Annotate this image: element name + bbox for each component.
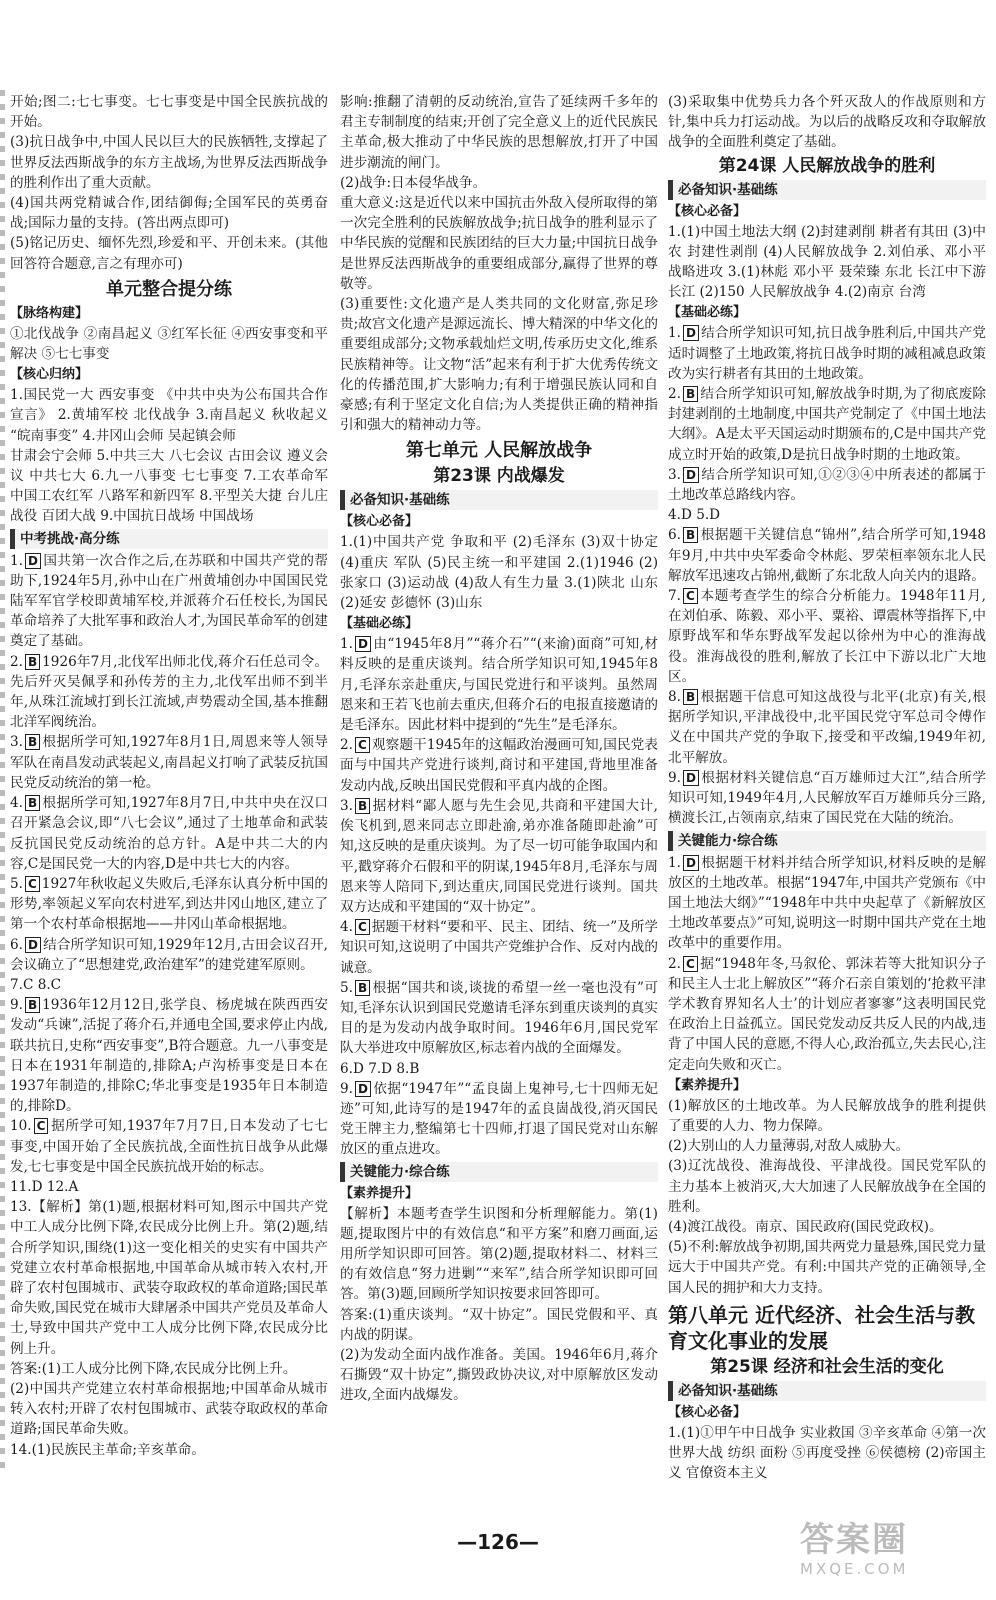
answer-explanation: 结合所学知识可知,1929年12月,古田会议召开,会议确立了“思想建党,政治建军”的建党建军原则。 — [10, 936, 328, 973]
section-bar: 关键能力·综合练 — [668, 831, 986, 851]
unit-heading: 第七单元 人民解放战争 — [405, 440, 593, 462]
answer-number: 3. — [668, 466, 681, 483]
section-tag: 【素养提升】 — [668, 1077, 747, 1093]
answer-choice: D — [683, 467, 699, 483]
answer-explanation: 根据“国共和谈,谈拢的希望一丝一毫也没有”可知,毛泽东认识到国民党邀请毛泽东到重庆谈判的真实目的是为发动内战争取时间。1946年6月,国民党军队大举进攻中原解放区,标志着内战的全面爆发。 — [340, 979, 658, 1057]
answer-number: 5. — [10, 875, 23, 892]
text-paragraph: (5)不利:解放战争初期,国共两党力量悬殊,国民党力量远大于中国共产党。有利:中国共产党的正确领导,全国人民的拥护和大力支持。 — [668, 1239, 986, 1296]
answer-number: 4. — [340, 919, 353, 936]
column-left — [10, 92, 328, 1460]
answer-explanation: 根据题干信息可知这战役与北平(北京)有关,根据所学知识,平津战役中,北平国民党守军总司令傅作义在中国共产党的争取下,接受和平改编,1949年初,北平解放。 — [668, 689, 986, 766]
answer-choice: B — [25, 654, 40, 670]
text-paragraph: (2)中国共产党建立农村革命根据地;中国革命从城市转入农村;开辟了农村包围城市、武装夺取政权的革命道路;国民革命失败。 — [10, 1380, 328, 1438]
answer-item — [10, 652, 328, 733]
answer-choice: D — [355, 1081, 371, 1097]
answer-explanation: 根据所学可知,1927年8月1日,周恩来等人领导军队在南昌发动武装起义,南昌起义打响了武装反抗国民党反动统治的第一枪。 — [10, 734, 328, 791]
section-bar: 关键能力·综合练 — [340, 1162, 658, 1182]
lesson-heading: 第25课 经济和社会生活的变化 — [710, 1356, 944, 1377]
answer-choice: D — [683, 855, 699, 871]
answer-explanation: 根据题干关键信息“锦州”,结合所学可知,1948年9月,中共中央军委命令林彪、罗荣桓率领东北人民解放军迅速攻占锦州,截断了东北敌人向关内的退路。 — [668, 527, 986, 584]
text-paragraph: 14.(1)民族民主革命;辛亥革命。 — [10, 1441, 205, 1458]
answer-number: 9. — [340, 1080, 353, 1097]
answer-number: 9. — [10, 997, 23, 1014]
answer-choice: B — [683, 527, 698, 543]
answer-number: 3. — [10, 734, 23, 751]
answer-explanation: 结合所学知识可知,①②③④中所表述的都属于土地改革总路线内容。 — [668, 466, 986, 504]
section-bar: 中考挑战·高分练 — [10, 529, 328, 549]
answer-explanation: 据材料“鄙人愿与先生会见,共商和平建国大计,俟飞机到,恩来同志立即赴渝,弟亦准备随即赴渝”可知,这反映的是重庆谈判。为了尽一切可能争取国内和平,戳穿蒋介石假和平的阴谋,1945年8月,毛泽东与周恩来等人陪同下,到达重庆,同国民党进行谈判。国共双方达成和平建国的“双十协定”。 — [340, 797, 658, 915]
section-bar: 必备知识·基础练 — [340, 490, 658, 510]
answer-choice: C — [355, 919, 370, 935]
text-paragraph: (1)解放区的土地改革。为人民解放战争的胜利提供了重要的人力、物力保障。 — [668, 1097, 986, 1134]
answer-item — [340, 735, 658, 796]
watermark-logo — [800, 1520, 980, 1592]
answer-choice: B — [25, 997, 40, 1013]
text-paragraph: 答案:(1)重庆谈判。“双十协定”。国民党假和平、真内战的阴谋。 — [340, 1306, 658, 1343]
column-right — [668, 92, 986, 1483]
answer-item — [668, 687, 986, 768]
answer-choice: B — [25, 795, 40, 811]
answer-item — [668, 323, 986, 384]
answer-item — [668, 384, 986, 465]
answer-number: 4. — [10, 795, 23, 812]
text-paragraph: (3)采取集中优势兵力各个歼灭敌人的作战原则和方针,集中兵力打运动战。为以后的战略反攻和夺取解放战争的全面胜利奠定了基础。 — [668, 94, 986, 151]
answer-choice: C — [34, 1118, 49, 1134]
answer-number: 8. — [668, 689, 681, 706]
text-paragraph: 11.D 12.A — [10, 1178, 79, 1195]
answer-number: 6. — [10, 936, 23, 953]
lesson-heading: 第24课 人民解放战争的胜利 — [718, 155, 936, 176]
section-tag: 【核心必备】 — [668, 203, 747, 219]
answer-item — [668, 586, 986, 687]
text-paragraph: (4)国共两党精诚合作,团结御侮;全国军民的英勇奋战;国际力量的支持。(答出两点即可) — [10, 195, 328, 232]
answer-explanation: 结合所学知识可知,抗日战争胜利后,中国共产党适时调整了土地政策,将抗日战争时期的减租减息政策改为实行耕者有其田的土地政策。 — [668, 325, 986, 382]
answer-explanation: 根据题干材料并结合所学知识,材料反映的是解放区的土地改革。根据“1947年,中国共产党颁布《中国土地法大纲》”“1948年中共中央起草了《新解放区土地改革要点》”可知,说明这一时期中国共产党在土地改革中的重要作用。 — [668, 854, 986, 952]
section-tag: 【脉络构建】 — [10, 305, 89, 321]
answer-item — [10, 995, 328, 1116]
text-paragraph: (2)大别山的人力量薄弱,对敌人威胁大。 — [668, 1138, 910, 1155]
answer-explanation: 1927年秋收起义失败后,毛泽东认真分析中国的形势,率领起义军向农村进军,到达井冈山地区,建立了第一个农村革命根据地——井冈山革命根据地。 — [10, 875, 328, 933]
answer-item — [10, 935, 328, 975]
text-paragraph: 【解析】本题考查学生识图和分析理解能力。第(1)题,提取图片中的有效信息“和平方案”和磨刀画面,运用所学知识即可回答。第(2)题,提取材料二、材料三的有效信息“努力进剿”“来军”,结合所学知识即可回答。第(3)题,回顾所学知识按要求回答即可。 — [340, 1205, 658, 1303]
answer-explanation: 根据所学可知,1927年8月7日,中共中央在汉口召开紧急会议,即“八七会议”,通过了土地革命和武装反抗国民党反动统治的总方针。A是中共二大的内容,C是国民党一大的内容,D是中共七大的内容。 — [10, 795, 328, 872]
text-paragraph: 6.D 7.D 8.B — [340, 1060, 420, 1077]
answer-explanation: 依据“1947年”“孟良崮上鬼神号,七十四师无妃迹”可知,此诗写的是1947年的孟良崮战役,消灭国民党王牌主力,整编第七十四师,打退了国民党对山东解放区的重点进攻。 — [340, 1080, 658, 1158]
answer-number: 5. — [340, 979, 353, 996]
text-paragraph: 1.国民党一大 西安事变 《中共中央为公布国共合作宣言》 2.黄埔军校 北伐战争 3.南昌起义 秋收起义 “皖南事变” 4.井冈山会师 吴起镇会师 — [10, 387, 328, 444]
answer-choice: C — [25, 876, 40, 892]
text-paragraph: 4.D 5.D — [668, 507, 721, 524]
page-number: —126— — [457, 1530, 539, 1554]
answer-explanation: 根据材料关键信息“百万雄师过大江”,结合所学知识可知,1949年4月,人民解放军百万雄师兵分三路,横渡长江,占领南京,结束了国民党在大陆的统治。 — [668, 769, 986, 827]
answer-choice: D — [683, 325, 699, 341]
answer-choice: D — [25, 937, 41, 953]
answer-choice: D — [25, 553, 41, 569]
answer-choice: C — [683, 588, 698, 604]
answer-number: 1. — [668, 854, 681, 871]
text-paragraph: 重大意义:这是近代以来中国抗击外敌入侵所取得的第一次完全胜利的民族解放战争;抗日战争的胜利显示了中华民族的觉醒和民族团结的巨大力量;中国抗日战争是世界反法西斯战争的重要组成部分,赢得了世界的尊敬等。 — [340, 195, 658, 292]
answer-explanation: 观察题干1945年的这幅政治漫画可知,国民党表面与中国共产党进行谈判,商讨和平建国,背地里准备发动内战,反映出国民党假和平真内战的企图。 — [340, 737, 658, 794]
answer-choice: B — [355, 980, 370, 996]
answer-choice: B — [25, 734, 40, 750]
answer-number: 1. — [10, 552, 23, 569]
answer-item — [340, 634, 658, 735]
answer-explanation: 1926年7月,北伐军出师北伐,蒋介石任总司令。先后歼灭吴佩孚和孙传芳的主力,北伐军出师不到半年,从珠江流域打到长江流域,声势震动全国,基本推翻北洋军阀统治。 — [10, 653, 328, 731]
answer-number: 6. — [668, 527, 681, 544]
answer-explanation: 据所学可知,1937年7月7日,日本发动了七七事变,中国开始了全民族抗战,全面性抗日战争从此爆发,七七事变是中国全民族抗战开始的标志。 — [10, 1118, 328, 1175]
text-paragraph: 7.C 8.C — [10, 976, 62, 993]
answer-item — [668, 465, 986, 505]
answer-choice: C — [355, 737, 370, 753]
text-paragraph: ①北伐战争 ②南昌起义 ③红军长征 ④西安事变和平解决 ⑤七七事变 — [10, 325, 328, 363]
answer-number: 3. — [340, 797, 353, 814]
unit-heading: 单元整合提分练 — [106, 278, 232, 300]
answer-item — [10, 793, 328, 874]
answer-number: 2. — [340, 737, 353, 754]
answer-explanation: 结合所学知识可知,解放战争时期,为了彻底废除封建剥削的土地制度,中国共产党制定了《中国土地法大纲》。A是太平天国运动时期颁布的,C是中国共产党成立时开始的政策,D是抗日战争时期的土地政策。 — [668, 386, 986, 463]
answer-number: 9. — [668, 769, 681, 786]
answer-item — [340, 917, 658, 978]
answer-choice: B — [683, 689, 698, 705]
text-paragraph: 1.(1)①甲午中日战争 实业救国 ③辛亥革命 ④第一次世界大战 纺织 面粉 ⑤再度受挫 ⑥侯德榜 (2)帝国主义 官僚资本主义 — [668, 1424, 986, 1482]
lesson-heading: 第23课 内战爆发 — [433, 466, 565, 487]
text-paragraph: 1.(1)中国共产党 争取和平 (2)毛泽东 (3)双十协定 (4)重庆 军队 (5)民主统一和平建国 2.(1)1946 (2)张家口 (3)运动战 (4)敌人有生力量 3.(1)陕北 山东 (2)延安 彭德怀 (3)山东 — [340, 534, 658, 612]
text-paragraph: (5)铭记历史、缅怀先烈,珍爱和平、开创未来。(其他回答符合题意,言之有理亦可) — [10, 235, 328, 272]
answer-choice: B — [683, 386, 698, 402]
section-bar: 必备知识·基础练 — [668, 180, 986, 200]
answer-item — [10, 874, 328, 935]
section-bar: 必备知识·基础练 — [668, 1381, 986, 1401]
answer-choice: D — [683, 770, 699, 786]
answer-number: 2. — [10, 653, 23, 670]
answer-number: 10. — [10, 1118, 32, 1135]
text-paragraph: 13.【解析】第(1)题,根据材料可知,图示中国共产党中工人成分比例下降,农民成分比例上升。第(2)题,结合所学知识,围绕(1)这一变化相关的史实有中国共产党建立农村革命根据地,中国革命从城市转入农村,开辟了农村包围城市、武装夺取政权的革命道路;国民革命失败,国民党在城市大肆屠杀中国共产党员及革命人士,导致中国共产党中工人成分比例下降,农民成分比例上升。 — [10, 1199, 328, 1357]
answer-number: 1. — [668, 325, 681, 342]
text-paragraph: 开始;图二:七七事变。七七事变是中国全民族抗战的开始。 — [10, 94, 328, 131]
text-paragraph: (3)辽沈战役、淮海战役、平津战役。国民党军队的主力基本上被消灭,大大加速了人民解放战争在全国的胜利。 — [668, 1158, 986, 1215]
answer-choice: C — [683, 956, 698, 972]
section-tag: 【素养提升】 — [340, 1185, 419, 1201]
text-paragraph: (2)战争:日本侵华战争。 — [340, 174, 487, 191]
answer-choice: B — [355, 798, 370, 814]
answer-item — [340, 1079, 658, 1160]
answer-item — [668, 853, 986, 954]
answer-explanation: 1936年12月12日,张学良、杨虎城在陕西西安发动“兵谏”,活捉了蒋介石,并通电全国,要求停止内战,联共抗日,史称“西安事变”,B符合题意。九一八事变是日本在1931年制造的,排除A;卢沟桥事变是日本在1937年制造的,排除C;华北事变是1935年日本制造的,排除D。 — [10, 997, 328, 1115]
answer-number: 2. — [668, 955, 681, 972]
answer-number: 2. — [668, 386, 681, 403]
answer-item — [668, 525, 986, 586]
text-paragraph: (3)重要性:文化遗产是人类共同的文化财富,弥足珍贵;故宫文化遗产是源远流长、博大精深的中华文化的重要组成部分;文物承载灿烂文明,传承历史文化,维系民族精神等。让文物“活”起来有利于扩大优秀传统文化的传播范围,扩大影响力;有利于增强民族认同和自豪感;有利于坚定文化自信;为人类提供正确的精神指引和强大的精神动力等。 — [340, 296, 658, 434]
answer-choice: D — [355, 636, 371, 652]
text-paragraph: 答案:(1)工人成分比例下降,农民成分比例上升。 — [10, 1360, 297, 1377]
text-paragraph: 甘肃会宁会师 5.中共三大 八七会议 古田会议 遵义会议 中共七大 6.九一八事变 七七事变 7.工农革命军 中国工农红军 八路军和新四军 8.平型关大捷 台儿庄战役 百团大战 9.中国抗日战场 中国战场 — [10, 447, 328, 525]
answer-explanation: 国共第一次合作之后,在苏联和中国共产党的帮助下,1924年5月,孙中山在广州黄埔创办中国国民党陆军军官学校即黄埔军校,并派蒋介石任校长,为国民革命培养了大批军事和政治人才,为国民革命军的创建奠定了基础。 — [10, 552, 328, 650]
answer-explanation: 据“1948年冬,马叙伦、郭沫若等大批知识分子和民主人士北上解放区”“蒋介石亲自策划的‘抢救平津学术教育界知名人士’的计划应者寥寥”这表明国民党在政治上日益孤立。国民党发动反共反人民的内战,违背了中国人民的意愿,不得人心,政治孤立,失去民心,注定走向失败和灭亡。 — [668, 955, 986, 1073]
answer-explanation: 由“1945年8月”“蒋介石”“(来渝)面商”可知,材料反映的是重庆谈判。结合所学知识可知,1945年8月,毛泽东亲赴重庆,与国民党进行和平谈判。虽然周恩来和王若飞也前去重庆,但蒋介石的电报直接邀请的是毛泽东。因此材料中提到的“先生”是毛泽东。 — [340, 636, 658, 734]
answer-number: 7. — [668, 588, 681, 605]
answer-item — [668, 954, 986, 1075]
watermark-line2: MXQE.COM — [800, 1560, 909, 1578]
answer-item — [10, 551, 328, 652]
answer-explanation: 本题考查学生的综合分析能力。1948年11月,在刘伯承、陈毅、邓小平、粟裕、谭震林等指挥下,中原野战军和华东野战军发起以徐州为中心的淮海战役。淮海战役的胜利,解放了长江中下游以北广大地区。 — [668, 588, 986, 685]
section-tag: 【基础必练】 — [668, 305, 747, 321]
answer-item — [10, 732, 328, 793]
section-tag: 【基础必练】 — [340, 616, 419, 632]
text-paragraph: 1.(1)中国土地法大纲 (2)封建剥削 耕者有其田 (3)中农 封建性剥削 (4)人民解放战争 2.刘伯承、邓小平 战略进攻 3.(1)林彪 邓小平 聂荣臻 东北 长江中下游 长江 (2)150 人民解放战争 4.(2)南京 台湾 — [668, 223, 986, 301]
section-tag: 【核心必备】 — [668, 1404, 747, 1420]
answer-item — [668, 768, 986, 829]
unit-heading: 第八单元 近代经济、社会生活与教育文化事业的发展 — [668, 1302, 975, 1353]
section-tag: 【核心归纳】 — [10, 367, 89, 383]
watermark-line1: 答案圈 — [800, 1520, 908, 1560]
text-paragraph: (4)渡江战役。南京、国民政府(国民党政权)。 — [668, 1218, 943, 1235]
answer-item — [10, 1116, 328, 1177]
column-middle — [340, 92, 658, 1406]
answer-number: 1. — [340, 636, 353, 653]
answer-item — [340, 796, 658, 917]
text-paragraph: 影响:推翻了清朝的反动统治,宣告了延续两千多年的君主专制制度的结束;开创了完全意义上的近代民族民主革命,极大推动了中华民族的思想解放,打开了中国进步潮流的闸门。 — [340, 94, 658, 171]
text-paragraph: (2)为发动全面内战作准备。美国。1946年6月,蒋介石撕毁“双十协定”,撕毁政协决议,对中原解放区发动进攻,全面内战爆发。 — [340, 1346, 658, 1404]
section-tag: 【核心必备】 — [340, 514, 419, 530]
text-paragraph: (3)抗日战争中,中国人民以巨大的民族牺牲,支撑起了世界反法西斯战争的东方主战场,为世界反法西斯战争的胜利作出了重大贡献。 — [10, 134, 328, 191]
binding-edge — [0, 90, 5, 1470]
answer-explanation: 据题干材料“要和平、民主、团结、统一”及所学知识可知,这说明了中国共产党维护合作、反对内战的诚意。 — [340, 919, 658, 976]
answer-item — [340, 978, 658, 1059]
